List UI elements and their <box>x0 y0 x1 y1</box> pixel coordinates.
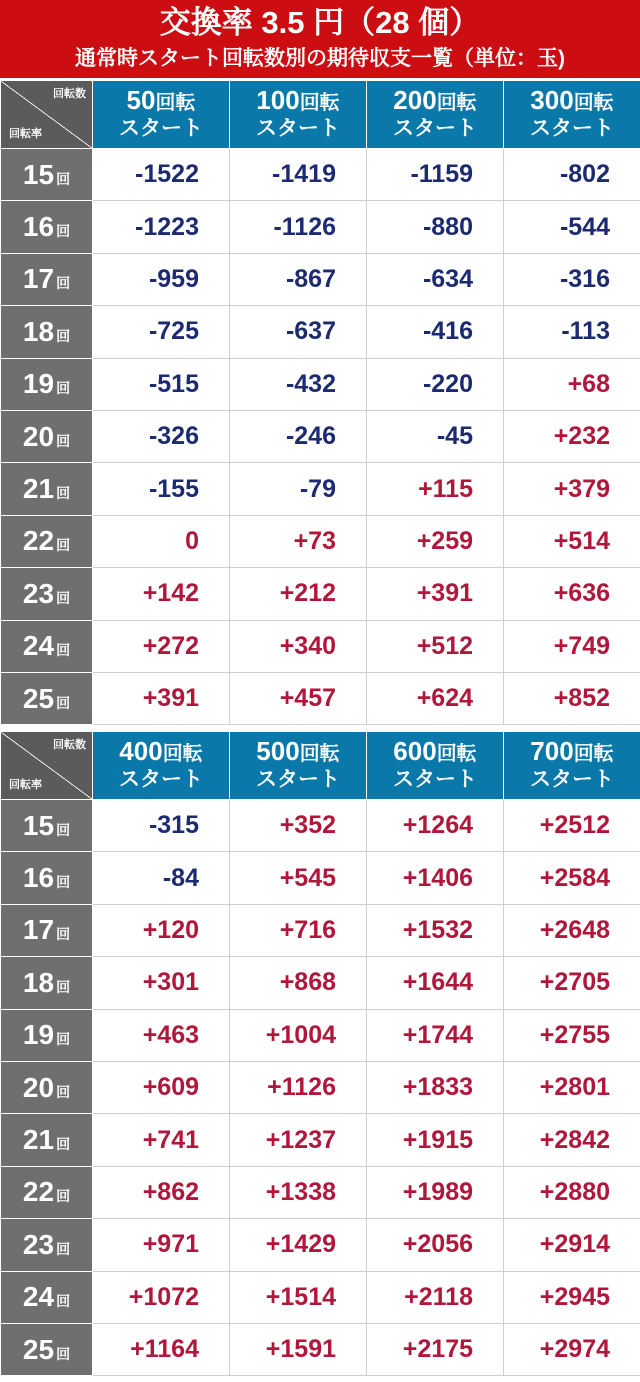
row-rate-unit: 回 <box>56 1083 71 1100</box>
value-cell: -725 <box>93 306 230 358</box>
corner-cell <box>1 81 93 149</box>
row-rate-value: 16 <box>22 211 55 243</box>
value-cell: +352 <box>230 800 367 852</box>
value-cell: +1072 <box>93 1271 230 1323</box>
row-header <box>1 852 93 904</box>
row-rate-value: 24 <box>22 1281 55 1313</box>
row-rate-unit: 回 <box>56 1031 71 1048</box>
value-cell: -544 <box>504 201 640 253</box>
column-header-spins <box>93 87 229 116</box>
value-cell: -1522 <box>93 149 230 201</box>
value-cell: +2945 <box>504 1271 640 1323</box>
column-spin-unit: 回転 <box>299 92 340 114</box>
value-cell: +1126 <box>230 1061 367 1113</box>
value-cell: -637 <box>230 306 367 358</box>
row-rate-unit: 回 <box>56 694 71 711</box>
column-header-start: スタート <box>256 768 340 791</box>
row-header <box>1 1061 93 1113</box>
value-cell: -113 <box>504 306 640 358</box>
value-cell: +514 <box>504 515 640 567</box>
value-cell: -515 <box>93 358 230 410</box>
table-row <box>1 1009 640 1061</box>
column-header <box>504 732 640 800</box>
value-cell: +2880 <box>504 1166 640 1218</box>
row-rate-value: 21 <box>22 473 55 505</box>
row-rate-value: 23 <box>22 1228 55 1260</box>
table-row <box>1 800 640 852</box>
column-spin-count: 300 <box>530 85 574 115</box>
column-spin-count: 100 <box>256 85 300 115</box>
corner-cell <box>1 732 93 800</box>
row-rate-unit: 回 <box>56 1240 71 1257</box>
column-header <box>230 732 367 800</box>
value-cell: +2842 <box>504 1114 640 1166</box>
value-cell: -246 <box>230 410 367 462</box>
value-cell: -867 <box>230 253 367 305</box>
value-cell: -220 <box>367 358 504 410</box>
column-header-start: スタート <box>530 768 614 791</box>
value-cell: +68 <box>504 358 640 410</box>
table-row <box>1 149 640 201</box>
value-cell: +1338 <box>230 1166 367 1218</box>
row-rate-unit: 回 <box>56 926 71 943</box>
value-cell: -84 <box>93 852 230 904</box>
value-cell: +1514 <box>230 1271 367 1323</box>
corner-label-spins: 回転数 <box>53 739 86 751</box>
value-cell: +2974 <box>504 1323 640 1375</box>
corner-label-spins: 回転数 <box>53 88 86 100</box>
row-header <box>1 1166 93 1218</box>
table-row <box>1 1323 640 1375</box>
row-rate-value: 19 <box>22 368 55 400</box>
value-cell: +259 <box>367 515 504 567</box>
value-cell: +741 <box>93 1114 230 1166</box>
column-header <box>367 81 504 149</box>
row-rate-unit: 回 <box>56 1136 71 1153</box>
column-header <box>367 732 504 800</box>
table-row <box>1 1271 640 1323</box>
value-cell: -45 <box>367 410 504 462</box>
row-rate-value: 17 <box>22 263 55 295</box>
value-cell: +1004 <box>230 1009 367 1061</box>
row-rate-unit: 回 <box>56 1188 71 1205</box>
row-rate-value: 22 <box>22 525 55 557</box>
table-row <box>1 568 640 620</box>
header-row <box>1 732 640 800</box>
column-header-spins <box>230 738 366 767</box>
row-header <box>1 306 93 358</box>
row-header <box>1 1323 93 1375</box>
value-cell: +379 <box>504 463 640 515</box>
row-rate-unit: 回 <box>56 485 71 502</box>
table-row <box>1 515 640 567</box>
corner-label-rate: 回転率 <box>9 779 42 791</box>
column-header-start: スタート <box>393 117 477 140</box>
row-rate-value: 19 <box>22 1019 55 1051</box>
value-cell: +1264 <box>367 800 504 852</box>
column-spin-unit: 回転 <box>436 743 477 765</box>
value-cell: +1429 <box>230 1219 367 1271</box>
value-cell: +2118 <box>367 1271 504 1323</box>
value-cell: +852 <box>504 672 640 724</box>
value-cell: -315 <box>93 800 230 852</box>
value-cell: +142 <box>93 568 230 620</box>
row-header <box>1 463 93 515</box>
row-rate-unit: 回 <box>56 170 71 187</box>
value-cell: +971 <box>93 1219 230 1271</box>
column-header-spins <box>230 87 366 116</box>
table-row <box>1 463 640 515</box>
table-row <box>1 1166 640 1218</box>
value-cell: -1126 <box>230 201 367 253</box>
row-header <box>1 1009 93 1061</box>
value-cell: +272 <box>93 620 230 672</box>
value-cell: -316 <box>504 253 640 305</box>
value-cell: +2705 <box>504 957 640 1009</box>
row-header <box>1 1271 93 1323</box>
column-header-start: スタート <box>119 117 203 140</box>
table-row <box>1 620 640 672</box>
table-row <box>1 904 640 956</box>
value-cell: +1744 <box>367 1009 504 1061</box>
row-rate-unit: 回 <box>56 537 71 554</box>
row-rate-unit: 回 <box>56 275 71 292</box>
value-cell: -802 <box>504 149 640 201</box>
row-header <box>1 672 93 724</box>
value-cell: +2175 <box>367 1323 504 1375</box>
value-cell: +2512 <box>504 800 640 852</box>
column-header-spins <box>93 738 229 767</box>
row-rate-value: 18 <box>22 315 55 347</box>
value-cell: +2584 <box>504 852 640 904</box>
column-header-spins <box>367 738 503 767</box>
value-cell: -416 <box>367 306 504 358</box>
column-spin-count: 500 <box>256 736 300 766</box>
row-header <box>1 410 93 462</box>
column-header <box>93 732 230 800</box>
row-header <box>1 904 93 956</box>
column-header-start: スタート <box>119 768 203 791</box>
row-header <box>1 957 93 1009</box>
value-cell: +1989 <box>367 1166 504 1218</box>
column-spin-unit: 回転 <box>155 92 196 114</box>
row-header <box>1 1219 93 1271</box>
corner-label-rate: 回転率 <box>9 128 42 140</box>
row-header <box>1 149 93 201</box>
value-cell: 0 <box>93 515 230 567</box>
row-rate-unit: 回 <box>56 1293 71 1310</box>
row-header <box>1 620 93 672</box>
row-rate-value: 25 <box>22 1333 55 1365</box>
value-cell: +1532 <box>367 904 504 956</box>
expected-balance-table-1 <box>0 80 640 725</box>
value-cell: +749 <box>504 620 640 672</box>
header-row <box>1 81 640 149</box>
value-cell: +115 <box>367 463 504 515</box>
value-cell: +301 <box>93 957 230 1009</box>
value-cell: +2914 <box>504 1219 640 1271</box>
value-cell: +1833 <box>367 1061 504 1113</box>
row-rate-value: 16 <box>22 862 55 894</box>
column-header <box>93 81 230 149</box>
value-cell: +1406 <box>367 852 504 904</box>
row-rate-value: 21 <box>22 1124 55 1156</box>
value-cell: +212 <box>230 568 367 620</box>
table-row <box>1 253 640 305</box>
value-cell: +232 <box>504 410 640 462</box>
row-rate-unit: 回 <box>56 978 71 995</box>
row-rate-value: 20 <box>22 420 55 452</box>
value-cell: +1237 <box>230 1114 367 1166</box>
table-row <box>1 306 640 358</box>
value-cell: -79 <box>230 463 367 515</box>
row-header <box>1 201 93 253</box>
row-header <box>1 1114 93 1166</box>
row-header <box>1 253 93 305</box>
column-header-start: スタート <box>256 117 340 140</box>
column-header <box>230 81 367 149</box>
value-cell: +1915 <box>367 1114 504 1166</box>
row-rate-value: 15 <box>22 809 55 841</box>
row-rate-unit: 回 <box>56 642 71 659</box>
value-cell: -1223 <box>93 201 230 253</box>
row-rate-value: 17 <box>22 914 55 946</box>
value-cell: -1419 <box>230 149 367 201</box>
column-spin-count: 600 <box>393 736 437 766</box>
value-cell: +2755 <box>504 1009 640 1061</box>
value-cell: -155 <box>93 463 230 515</box>
value-cell: -880 <box>367 201 504 253</box>
page-subtitle: 通常時スタート回転数別の期待収支一覧（単位：玉) <box>75 47 565 70</box>
column-spin-unit: 回転 <box>573 743 614 765</box>
row-rate-value: 25 <box>22 682 55 714</box>
row-rate-unit: 回 <box>56 589 71 606</box>
row-rate-unit: 回 <box>56 223 71 240</box>
value-cell: +1644 <box>367 957 504 1009</box>
page-title: 交換率 3.5 円（28 個） <box>159 5 481 40</box>
row-rate-unit: 回 <box>56 432 71 449</box>
row-rate-value: 20 <box>22 1071 55 1103</box>
column-header-spins <box>504 738 640 767</box>
column-spin-count: 50 <box>126 85 156 115</box>
expected-balance-table-2 <box>0 731 640 1376</box>
value-cell: +868 <box>230 957 367 1009</box>
row-header <box>1 358 93 410</box>
value-cell: +391 <box>367 568 504 620</box>
row-rate-value: 18 <box>22 966 55 998</box>
column-spin-count: 400 <box>119 736 163 766</box>
value-cell: +391 <box>93 672 230 724</box>
value-cell: +120 <box>93 904 230 956</box>
value-cell: +2801 <box>504 1061 640 1113</box>
table-row <box>1 957 640 1009</box>
value-cell: +609 <box>93 1061 230 1113</box>
column-spin-count: 200 <box>393 85 437 115</box>
column-header-spins <box>504 87 640 116</box>
table-row <box>1 410 640 462</box>
table-row <box>1 1114 640 1166</box>
value-cell: -634 <box>367 253 504 305</box>
row-rate-value: 23 <box>22 577 55 609</box>
value-cell: +545 <box>230 852 367 904</box>
value-cell: -959 <box>93 253 230 305</box>
value-cell: +636 <box>504 568 640 620</box>
value-cell: -1159 <box>367 149 504 201</box>
value-cell: -326 <box>93 410 230 462</box>
title-banner <box>0 0 640 78</box>
row-rate-value: 24 <box>22 630 55 662</box>
column-header <box>504 81 640 149</box>
row-header <box>1 568 93 620</box>
row-rate-unit: 回 <box>56 874 71 891</box>
column-header-start: スタート <box>530 117 614 140</box>
column-spin-unit: 回転 <box>573 92 614 114</box>
row-rate-unit: 回 <box>56 1345 71 1362</box>
value-cell: +512 <box>367 620 504 672</box>
value-cell: +340 <box>230 620 367 672</box>
column-spin-unit: 回転 <box>162 743 203 765</box>
value-cell: +2056 <box>367 1219 504 1271</box>
table-row <box>1 1061 640 1113</box>
row-header <box>1 800 93 852</box>
table-row <box>1 358 640 410</box>
value-cell: +716 <box>230 904 367 956</box>
row-rate-value: 15 <box>22 158 55 190</box>
table-row <box>1 852 640 904</box>
row-header <box>1 515 93 567</box>
value-cell: +862 <box>93 1166 230 1218</box>
value-cell: +2648 <box>504 904 640 956</box>
value-cell: +1591 <box>230 1323 367 1375</box>
column-spin-unit: 回転 <box>436 92 477 114</box>
row-rate-unit: 回 <box>56 821 71 838</box>
value-cell: +73 <box>230 515 367 567</box>
value-cell: +624 <box>367 672 504 724</box>
row-rate-value: 22 <box>22 1176 55 1208</box>
value-cell: +463 <box>93 1009 230 1061</box>
column-header-spins <box>367 87 503 116</box>
column-header-start: スタート <box>393 768 477 791</box>
value-cell: +1164 <box>93 1323 230 1375</box>
row-rate-unit: 回 <box>56 327 71 344</box>
table-row <box>1 201 640 253</box>
column-spin-count: 700 <box>530 736 574 766</box>
table-row <box>1 1219 640 1271</box>
value-cell: +457 <box>230 672 367 724</box>
column-spin-unit: 回転 <box>299 743 340 765</box>
value-cell: -432 <box>230 358 367 410</box>
table-row <box>1 672 640 724</box>
row-rate-unit: 回 <box>56 380 71 397</box>
